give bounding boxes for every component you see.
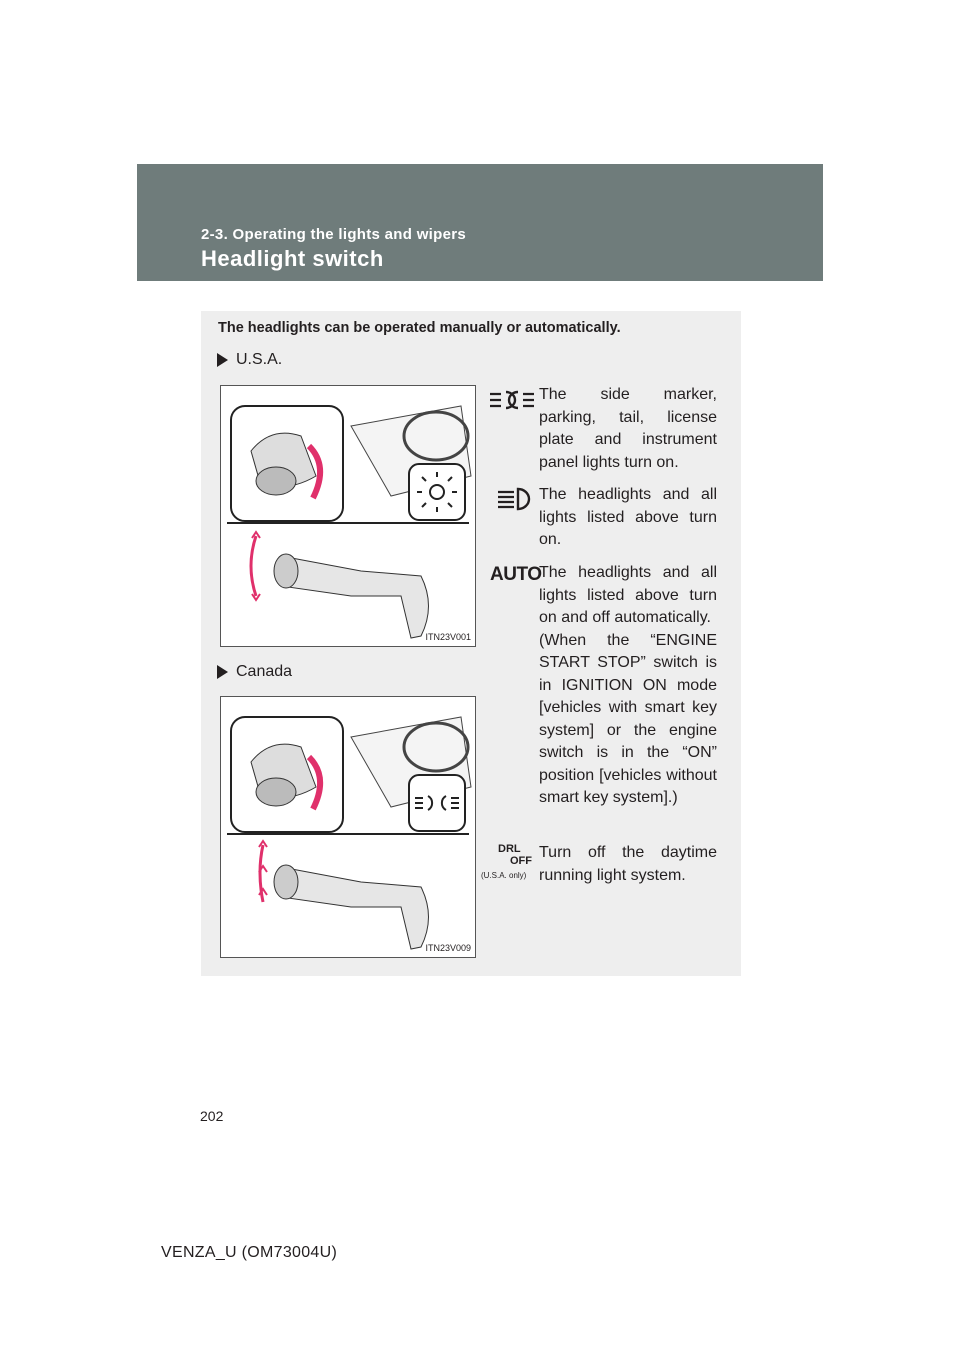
triangle-bullet-icon xyxy=(217,353,228,367)
drl-off-icon xyxy=(498,843,532,867)
region-usa xyxy=(217,351,282,369)
usa-only-note: (U.S.A. only) xyxy=(481,871,527,880)
off-label: OFF xyxy=(510,855,532,867)
headlight-icon xyxy=(488,486,536,512)
parking-light-icon xyxy=(488,387,536,413)
headlight-switch-illustration xyxy=(221,386,475,646)
figure-code: ITN23V009 xyxy=(425,943,471,953)
header-band xyxy=(137,164,823,281)
description-text: The side marker, parking, tail, license plate and instrument panel lights turn on. xyxy=(539,386,717,471)
drl-label: DRL xyxy=(498,843,521,855)
document-code: VENZA_U (OM73004U) xyxy=(161,1244,338,1261)
section-title: 2-3. Operating the lights and wipers xyxy=(201,226,467,243)
figure-canada xyxy=(220,696,476,958)
description-text: The headlights and all lights listed above turn on and off automatically. (When the “ENGINE START STOP” switch is in IGNITION ON mode [vehicles with smart key system] or the engine switch is in the “ON” position [vehicles without smart key system].) xyxy=(539,564,717,806)
description-text: Turn off the daytime running light system. xyxy=(539,844,717,884)
content-panel xyxy=(201,311,741,976)
figure-usa xyxy=(220,385,476,647)
description-text: The headlights and all lights listed above turn on. xyxy=(539,486,717,548)
auto-icon: AUTO xyxy=(490,564,542,585)
region-canada xyxy=(217,663,292,681)
figure-code: ITN23V001 xyxy=(425,632,471,642)
region-label: U.S.A. xyxy=(236,351,283,368)
intro-text: The headlights can be operated manually or automatically. xyxy=(218,320,621,336)
region-label: Canada xyxy=(236,663,293,680)
headlight-switch-illustration xyxy=(221,697,475,957)
triangle-bullet-icon xyxy=(217,665,228,679)
page-title: Headlight switch xyxy=(201,246,384,271)
page-number: 202 xyxy=(200,1108,224,1124)
